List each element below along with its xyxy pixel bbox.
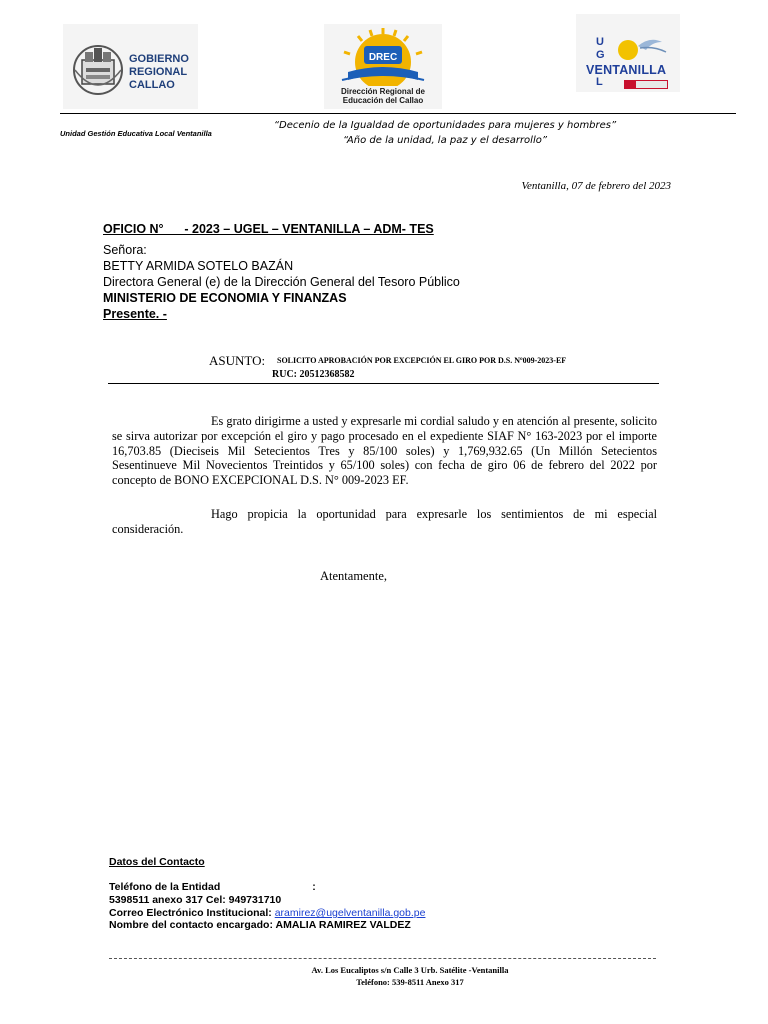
contact-phone-label (109, 881, 316, 894)
footer-divider (109, 958, 656, 959)
contact-name-label: Nombre del contacto encargado: (109, 919, 276, 931)
body-paragraph: Hago propicia la oportunidad para expresarle los sentimientos de mi especial consideración. (112, 507, 657, 536)
contact-heading: Datos del Contacto (109, 856, 205, 868)
recipient-ministry: MINISTERIO DE ECONOMIA Y FINANZAS (103, 291, 347, 305)
coat-of-arms-icon (69, 34, 127, 100)
unit-name: Unidad Gestión Educativa Local Ventanilla (60, 129, 212, 138)
closing: Atentamente, (320, 569, 387, 583)
footer-address: Av. Los Eucaliptos s/n Calle 3 Urb. Satélite -Ventanilla (311, 965, 509, 975)
gobierno-regional-logo (63, 24, 198, 109)
asunto-text: SOLICITO APROBACIÓN POR EXCEPCIÓN EL GIRO POR D.S. Nº009-2023-EF (277, 356, 567, 365)
asunto-colon: : (261, 353, 266, 368)
decenio-motto: “Decenio de la Igualdad de oportunidades para mujeres y hombres” (273, 120, 617, 131)
recipient-position: Directora General (e) de la Dirección General del Tesoro Público (103, 275, 460, 289)
letter-date: Ventanilla, 07 de febrero del 2023 (521, 180, 671, 192)
contact-name-value: AMALIA RAMIREZ VALDEZ (275, 919, 411, 931)
email-label: Correo Electrónico Institucional: (109, 907, 275, 919)
logo-line: CALLAO (129, 79, 175, 91)
presente-line: Presente. - (103, 307, 167, 321)
drec-logo (324, 24, 442, 109)
recipient-salutation: Señora: (103, 243, 147, 257)
year-motto: “Año de la unidad, la paz y el desarrollo” (342, 135, 548, 146)
recipient-name: BETTY ARMIDA SOTELO BAZÁN (103, 259, 294, 273)
gobierno-regional-text (129, 53, 189, 92)
contact-phone-value: 5398511 anexo 317 Cel: 949731710 (109, 894, 282, 906)
logo-line: REGIONAL (129, 66, 188, 78)
phone-label-text: Teléfono de la Entidad (109, 881, 221, 893)
ugel-letter: G (596, 49, 605, 61)
contact-email (109, 907, 425, 920)
asunto-label-text: ASUNTO (209, 353, 262, 368)
asunto-ruc: RUC: 20512368582 (272, 369, 355, 380)
contact-name (109, 919, 411, 932)
footer-phone: Teléfono: 539-8511 Anexo 317 (356, 977, 464, 987)
peru-ministry-badge-panel (636, 81, 667, 88)
ugel-letter: L (596, 76, 603, 88)
email-link[interactable]: aramirez@ugelventanilla.gob.pe (274, 907, 426, 919)
sun-bird-icon (610, 32, 670, 62)
asunto-divider (108, 383, 659, 384)
asunto-label (209, 353, 265, 369)
drec-caption-line: Educación del Callao (342, 96, 424, 105)
oficio-number: OFICIO N° - 2023 – UGEL – VENTANILLA – ADM- TES (103, 222, 434, 236)
ugel-word: VENTANILLA (586, 63, 667, 77)
phone-colon: : (312, 881, 316, 893)
ugel-letter: U (596, 36, 604, 48)
drec-badge: DREC (368, 52, 398, 63)
logo-line: GOBIERNO (129, 53, 189, 65)
header-divider (60, 113, 736, 114)
ugel-ventanilla-logo (576, 14, 680, 92)
body-paragraph: Es grato dirigirme a usted y expresarle mi cordial saludo y en atención al presente, solicito se sirva autorizar por excepción el giro y pago procesado en el expediente SIAF N° 163-2023 por el importe 16,703.85 (Dieciseis Mil Setecientos Tres y 85/100 soles) y 1,769,932.65 (Un Millón Setecientos Sesentinueve Mil Novecientos Treintidos y 65/100 soles) con fecha de giro 06 de febrero del 2022 por concepto de BONO EXCEPCIONAL D.S. N° 009-2023 EF. (112, 414, 657, 488)
drec-caption-line: Dirección Regional de (340, 87, 426, 96)
